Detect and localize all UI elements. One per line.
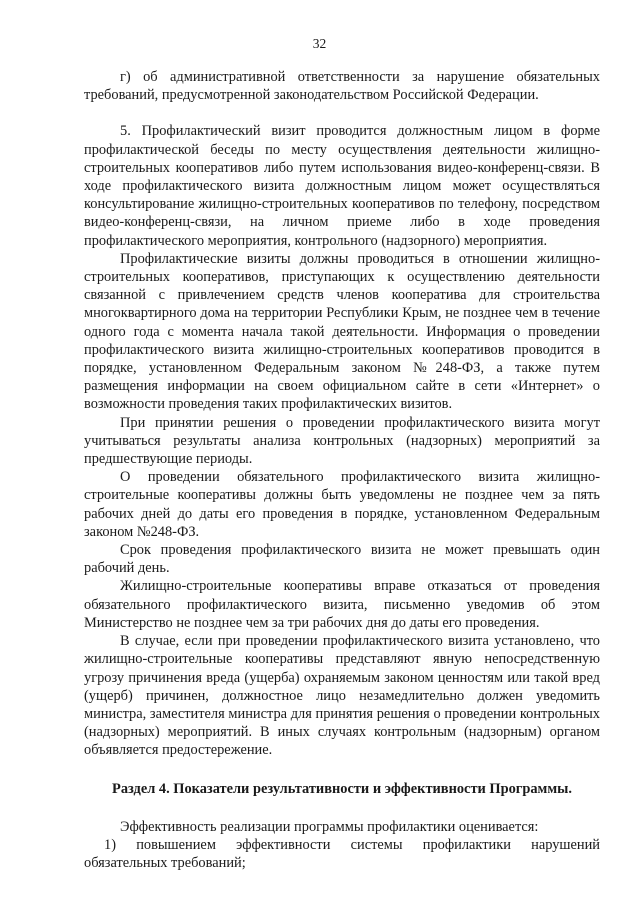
paragraph: При принятии решения о проведении профилактического визита могут учитываться результаты анализа контрольных (надзорных) мероприятий за предшествующие периоды.: [84, 414, 600, 468]
paragraph-item-5: 5. Профилактический визит проводится должностным лицом в форме профилактической беседы по месту осуществления деятельности жилищно-строительных кооперативов либо путем использования видео-конференц-связи. В ходе профилактического визита должностным лицом может осуществляться консультирование жилищно-строительных кооперативов по телефону, посредством видео-конференц-связи, на личном приеме либо в ходе проведения профилактического мероприятия, контрольного (надзорного) мероприятия.: [84, 123, 600, 249]
paragraph: Срок проведения профилактического визита не может превышать один рабочий день.: [84, 542, 600, 577]
page-number: 32: [312, 36, 327, 51]
paragraph: О проведении обязательного профилактического визита жилищно-строительные кооперативы должны быть уведомлены не позднее чем за пять рабочих дней до даты его проведения в порядке, установленном Федеральным законом №248-ФЗ.: [84, 469, 600, 540]
intro-line: Эффективность реализации программы профилактики оценивается:: [120, 818, 539, 835]
page-body: [84, 68, 600, 872]
list-item: 1) повышением эффективности системы профилактики нарушений обязательных требований;: [84, 836, 600, 872]
paragraph: Жилищно-строительные кооперативы вправе отказаться от проведения обязательного профилактического визита, письменно уведомив об этом Министерство не позднее чем за три рабочих дня до даты его проведения.: [84, 578, 600, 631]
section-heading: Раздел 4. Показатели результативности и эффективности Программы.: [112, 780, 572, 797]
paragraph: В случае, если при проведении профилактического визита установлено, что жилищно-строительные кооперативы представляют явную непосредственную угрозу причинения вреда (ущерба) охраняемым законом ценностям или такой вред (ущерб) причинен, должностное лицо незамедлительно должен уведомить министра, заместителя министра для принятия решения о проведении контрольных (надзорных) мероприятий. В иных случаях контрольным (надзорным) органом объявляется предостережение.: [84, 633, 600, 759]
paragraph: Профилактические визиты должны проводиться в отношении жилищно-строительных кооперативов, приступающих к осуществлению деятельности связанной с привлечением средств членов кооператива для строительства многоквартирного дома на территории Республики Крым, не позднее чем в течение одного года с момента начала такой деятельности. Информация о проведении профилактического визита жилищно-строительных кооперативов проводится в порядке, установленном Федеральным законом №248-ФЗ, а также путем размещения информации на своем официальном сайте в сети «Интернет» о возможности проведения таких профилактических визитов.: [84, 250, 600, 413]
paragraph-item-g: г) об административной ответственности за нарушение обязательных требований, предусмотренной законодательством Российской Федерации.: [84, 69, 600, 104]
